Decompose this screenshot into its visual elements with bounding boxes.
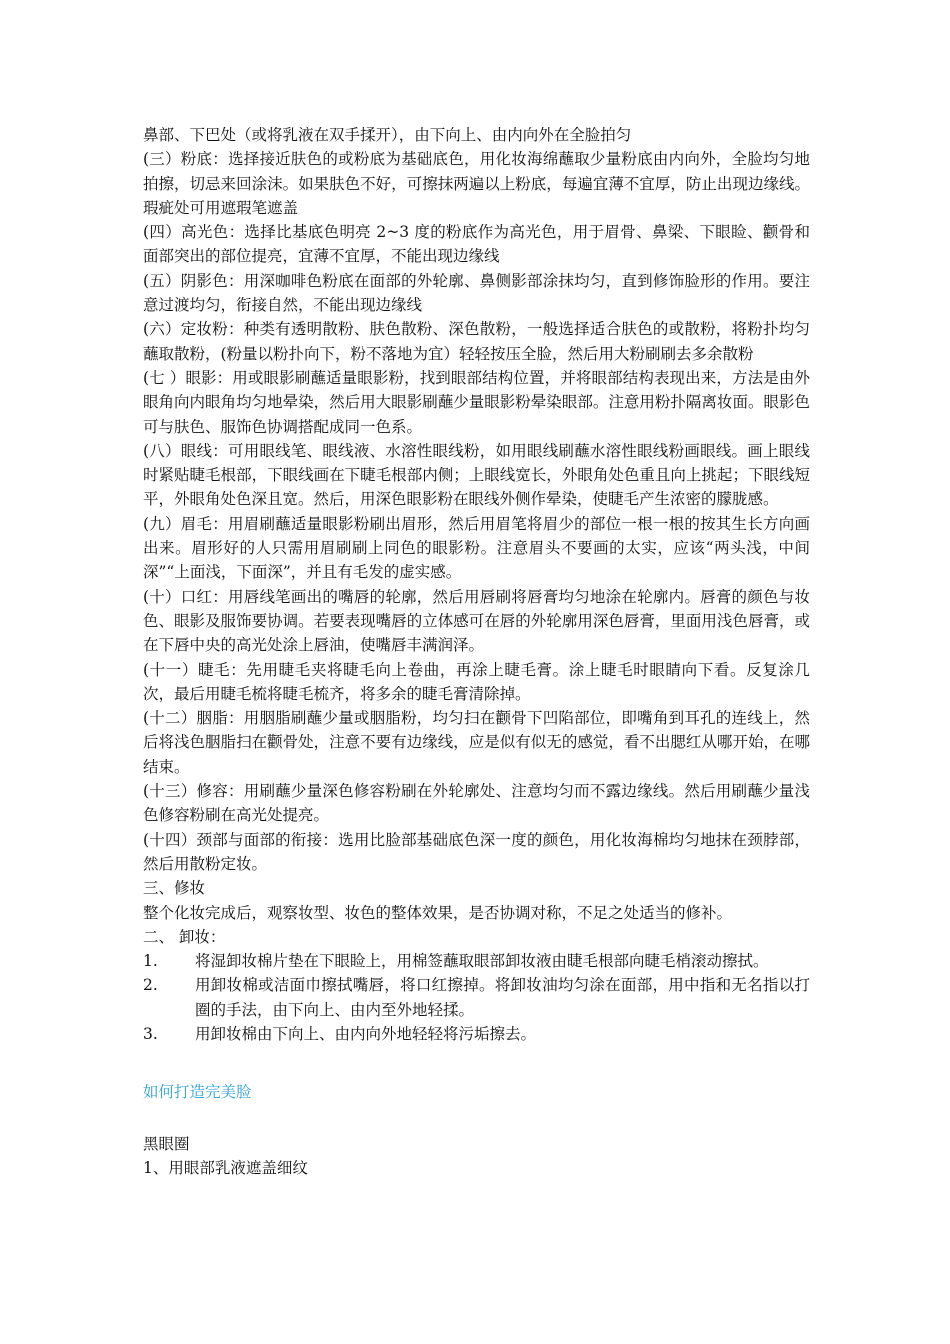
list-text: 将湿卸妆棉片垫在下眼睑上，用棉签蘸取眼部卸妆液由睫毛根部向睫毛梢滚动擦拭。 (195, 952, 769, 971)
document-body (143, 123, 810, 1181)
paragraph: (十一）睫毛：先用睫毛夹将睫毛向上卷曲，再涂上睫毛膏。涂上睫毛时眼睛向下看。反复涂几次，最后用睫毛梳将睫毛梳齐，将多余的睫毛膏清除掉。 (143, 660, 810, 703)
list-text: 用卸妆棉或洁面巾擦拭嘴唇，将口红擦掉。将卸妆油均匀涂在面部，用中指和无名指以打圈的手法，由下向上、由内至外地轻揉。 (195, 976, 810, 1019)
paragraph: 整个化妆完成后，观察妆型、妆色的整体效果，是否协调对称，不足之处适当的修补。 (143, 903, 733, 922)
paragraph: (四）高光色：选择比基底色明亮 2~3 度的粉底作为高光色，用于眉骨、鼻梁、下眼睑、颧骨和面部突出的部位提亮，宜薄不宜厚，不能出现边缘线 (143, 223, 810, 266)
list-number: 1. (143, 952, 158, 971)
list-text: 用卸妆棉由下向上、由内向外地轻轻将污垢擦去。 (195, 1024, 537, 1043)
section-heading-removal: 二、 卸妆： (143, 927, 226, 946)
paragraph: (十三）修容：用刷蘸少量深色修容粉刷在外轮廓处、注意均匀而不露边缘线。然后用刷蘸少量浅色修容粉刷在高光处提亮。 (143, 782, 810, 825)
paragraph: (十二）胭脂：用胭脂刷蘸少量或胭脂粉，均匀扫在颧骨下凹陷部位，即嘴角到耳孔的连线上，然后将浅色胭脂扫在颧骨处，注意不要有边缘线，应是似有似无的感觉，看不出腮红从哪开始，在哪结束。 (143, 709, 810, 776)
paragraph: (三）粉底：选择接近肤色的或粉底为基础底色，用化妆海绵蘸取少量粉底由内向外，全脸均匀地拍擦，切忌来回涂沫。如果肤色不好，可擦抹两遍以上粉底，每遍宜薄不宜厚，防止出现边缘线。瑕疵处可用遮瑕笔遮盖 (143, 150, 810, 217)
list-item (143, 1022, 810, 1046)
paragraph: (十）口红：用唇线笔画出的嘴唇的轮廓，然后用唇刷将唇膏均匀地涂在轮廓内。唇膏的颜色与妆色、眼影及服饰要协调。若要表现嘴唇的立体感可在唇的外轮廓用深色唇膏，里面用浅色唇膏，或在下唇中央的高光处涂上唇油，使嘴唇丰满润泽。 (143, 587, 810, 655)
perfect-face-heading-link[interactable]: 如何打造完美脸 (143, 1083, 252, 1102)
list-item (143, 949, 810, 973)
paragraph: (十四）颈部与面部的衔接：选用比脸部基础底色深一度的颜色，用化妆海棉均匀地抹在颈脖部，然后用散粉定妆。 (143, 830, 810, 873)
dark-circles-title: 黑眼圈 (143, 1135, 190, 1154)
list-item (143, 973, 810, 1022)
paragraph: (五）阴影色：用深咖啡色粉底在面部的外轮廓、鼻侧影部涂抹均匀，直到修饰脸形的作用。要注意过渡均匀，衔接自然，不能出现边缘线 (143, 271, 810, 315)
paragraph: 鼻部、下巴处（或将乳液在双手揉开），由下向上、由内向外在全脸拍匀 (143, 126, 632, 144)
dark-circles-item: 1、用眼部乳液遮盖细纹 (143, 1159, 308, 1178)
list-number: 3. (143, 1024, 158, 1043)
paragraph: (七 ）眼影：用或眼影刷蘸适量眼影粉，找到眼部结构位置，并将眼部结构表现出来，方法是由外眼角向内眼角均匀地晕染，然后用大眼影刷蘸少量眼影粉晕染眼部。注意用粉扑隔离妆面。眼影色可与肤色、服饰色协调搭配成同一色系。 (143, 368, 810, 436)
section-heading-touchup: 三、修妆 (143, 879, 206, 898)
list-number: 2. (143, 976, 158, 995)
paragraph: (八）眼线：可用眼线笔、眼线液、水溶性眼线粉，如用眼线刷蘸水溶性眼线粉画眼线。画上眼线时紧贴睫毛根部，下眼线画在下睫毛根部内侧；上眼线宽长，外眼角处色重且向上挑起；下眼线短平，外眼角处色深且宽。然后，用深色眼影粉在眼线外侧作晕染，使睫毛产生浓密的朦胧感。 (143, 441, 810, 509)
paragraph: (六）定妆粉：种类有透明散粉、肤色散粉、深色散粉，一般选择适合肤色的或散粉，将粉扑均匀蘸取散粉，(粉量以粉扑向下，粉不落地为宜）轻轻按压全脸，然后用大粉刷刷去多余散粉 (143, 320, 810, 363)
paragraph: (九）眉毛：用眉刷蘸适量眼影粉刷出眉形，然后用眉笔将眉少的部位一根一根的按其生长方向画出来。眉形好的人只需用眉刷刷上同色的眼影粉。注意眉头不要画的太实，应该“两头浅，中间深”“上面浅，下面深”，并且有毛发的虚实感。 (143, 514, 810, 582)
